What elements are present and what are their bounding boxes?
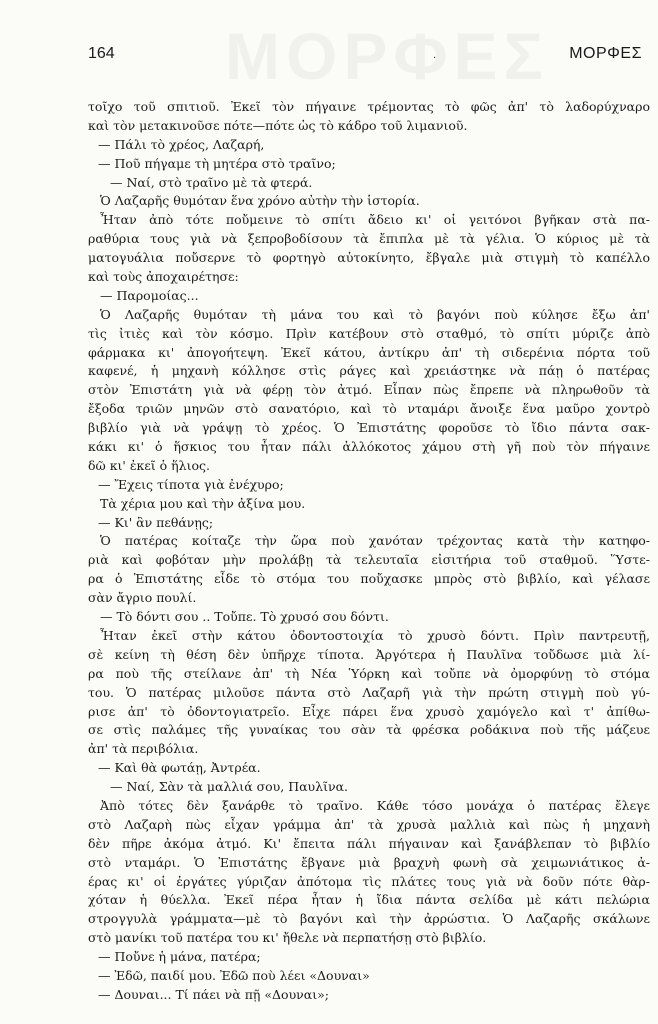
text-line: ἀπ' τὰ περιβόλια. — [88, 741, 199, 757]
text-line: Ἦταν ἀπὸ τότε ποὔμεινε τὸ σπίτι ἄδειο κι' οἱ γειτόνοι βγῆκαν στὰ πα- — [100, 212, 650, 228]
text-line: ρα ὁ Ἐπιστάτης εἶδε τὸ στόμα του ποὔχασκε μπρὸς στὸ βιβλίο, καὶ γέλασε — [88, 571, 650, 587]
text-line: σὰν ἄγριο πουλί. — [88, 590, 197, 606]
text-line: βιβλίο γιὰ νὰ γράψῃ τὸ χρέος. Ὁ Ἐπιστάτης φοροῦσε τὸ ἴδιο πάντα σακ- — [88, 420, 650, 436]
dialogue-line: — Ἐδῶ, παιδί μου. Ἐδῶ ποὺ λέει «Δουναι» — [98, 967, 370, 983]
text-line: τοῖχο τοῦ σπιτιοῦ. Ἐκεῖ τὸν πήγαινε τρέμοντας τὸ φῶς ἀπ' τὸ λαδορύχναρο — [88, 99, 650, 114]
dialogue-line: — Δουναι... Τί πάει νὰ πῇ «Δουναι»; — [98, 986, 329, 1002]
text-line: Ὁ Λαζαρῆς θυμόταν ἕνα χρόνο αὐτὴν τὴν ἱστορία. — [100, 193, 420, 209]
header-dot: · — [433, 53, 437, 64]
text-line: του. Ὁ πατέρας μιλοῦσε πάντα στὸ Λαζαρῆ γιὰ τὴν πρώτη στιγμὴ ποὺ γύ- — [88, 684, 650, 700]
text-line: Ἦταν ἐκεῖ στὴν κάτου ὀδοντοστοιχία τὸ χρυσὸ δόντι. Πρὶν παντρευτῇ, — [100, 627, 650, 643]
text-line: δὲν πῆρε ἀκόμα ἀτμό. Κι' ἔπειτα πάλι πήγαιναν καὶ ξανάβλεπαν τὸ βιβλίο — [88, 835, 650, 851]
text-line: ριὰ καὶ φοβόταν μὴν προλάβῃ τὰ τελευταῖα εἰσιτήρια τοῦ σταθμοῦ. Ὕστε- — [88, 552, 650, 568]
dialogue-line: — Ναί, στὸ τραῖνο μὲ τὰ φτερά. — [110, 174, 313, 190]
text-line: τὶς ἰτιὲς καὶ τὸν κόσμο. Πρὶν κατέβουν στὸ σταθμό, τὸ σπίτι μύριζε ἀπὸ — [88, 325, 650, 341]
text-line: στὸ μανίκι τοῦ πατέρα του κι' ἤθελε νὰ περπατήσῃ στὸ βιβλίο. — [88, 930, 487, 946]
dialogue-line: — Ποὔνε ἡ μάνα, πατέρα; — [98, 949, 261, 965]
text-line: έρας κι' οἱ ἐργάτες γύριζαν ἀπότομα τὶς πλάτες τους γιὰ νὰ δοῦν πότε θὰρ- — [88, 873, 650, 889]
text-line: ρισε ἀπ' τὸ ὀδοντογιατρεῖο. Εἶχε πάρει ἕνα χρυσὸ χαμόγελο καὶ τ' ἀπίθω- — [88, 703, 650, 719]
body-text — [88, 98, 650, 1005]
dialogue-line: — Ποῦ πήγαμε τὴ μητέρα στὸ τραῖνο; — [98, 155, 336, 171]
text-line: Ὁ πατέρας κοίταζε τὴν ὥρα ποὺ χανόταν τρέχοντας κατὰ τὴν κατηφο- — [100, 533, 650, 549]
text-line: σε στὶς παλάμες τῆς γυναίκας του σὰν τὰ φρέσκα ροδάκινα ποὺ τῆς μάζευε — [88, 722, 650, 738]
text-line: ραθύρια τους γιὰ νὰ ξεπροβοδίσουν τὰ ἔπιπλα μὲ τὰ γέλια. Ὁ κύριος μὲ τὰ — [88, 231, 650, 247]
running-title: ΜΟΡΦΕΣ — [569, 45, 642, 62]
dialogue-line: — Ἔχεις τίποτα γιὰ ἐνέχυρο; — [98, 476, 284, 492]
dialogue-line: — Καὶ θὰ φωτάῃ, Ἀντρέα. — [98, 760, 261, 776]
text-line: ρα ποὺ τῆς στείλανε ἀπ' τὴ Νέα Ὑόρκη καὶ τοὔπε νὰ ὀμορφύνῃ τὸ στόμα — [88, 665, 650, 681]
dialogue-line: — Πάλι τὸ χρέος, Λαζαρή, — [98, 136, 265, 152]
text-line: Ὁ Λαζαρῆς θυμόταν τὴ μάνα του καὶ τὸ βαγόνι ποὺ κύλησε ἔξω ἀπ' — [100, 306, 650, 322]
dialogue-line: — Ναί, Σὰν τὰ μαλλιά σου, Παυλῖνα. — [110, 779, 348, 795]
text-line: στὸ Λαζαρὴ πὼς εἶχαν γράμμα ἀπ' τὰ χρυσὰ μαλλιὰ καὶ πὼς ἡ μηχανὴ — [88, 816, 650, 832]
text-line: σὲ κείνη τὴ θέση δὲν ὑπῆρχε τίποτα. Ἀργότερα ἡ Παυλῖνα τοὔδωσε μιὰ λί- — [88, 646, 650, 662]
page-number: 164 — [88, 45, 115, 62]
text-line: ἔξοδα τριῶν μηνῶν στὸ σανατόριο, καὶ τὸ νταμάρι ἄνοιξε ἕνα μαῦρο χοντρὸ — [88, 401, 650, 417]
dialogue-line: — Κι' ἂν πεθάνῃς; — [98, 514, 214, 530]
text-line: κάκι κι' ὁ ἥσκιος του ἦταν πάλι ἀλλόκοτος χάμου στὴ γῆ ποὺ τὸν πήγαινε — [88, 439, 650, 455]
text-line: χόταν ἡ θύελλα. Ἐκεῖ πέρα ἦταν ἡ ἴδια πάντα σελίδα μὲ κάτι πελώρια — [88, 892, 650, 908]
text-line: καὶ τοὺς ἀποχαιρέτησε: — [88, 269, 239, 285]
text-line: στρογγυλὰ γράμματα—μὲ τὸ βαγόνι καὶ τὴν ἀρρώστια. Ὁ Λαζαρῆς σκάλωνε — [88, 911, 650, 927]
text-line: στὸν Ἐπιστάτη γιὰ νὰ φέρῃ τὸν ἀτμό. Εἶπαν πὼς ἔπρεπε νὰ πληρωθοῦν τὰ — [88, 382, 650, 398]
page-header — [88, 45, 642, 67]
dialogue-line: Τὰ χέρια μου καὶ τὴν ἀξίνα μου. — [100, 495, 306, 511]
text-line: δῶ κι' ἐκεῖ ὁ ἥλιος. — [88, 457, 210, 473]
text-line: καὶ τὸν μετακινοῦσε πότε—πότε ὡς τὸ κάδρο τοῦ λιμανιοῦ. — [88, 117, 468, 133]
text-line: ματογυάλια ποὔσερνε τὸ φορτηγὸ αὐτοκίνητο, ἔβγαλε μιὰ στιγμὴ τὸ καπέλλο — [88, 250, 650, 266]
dialogue-line: — Παρομοίας... — [100, 287, 199, 303]
text-line: καφενέ, ἡ μηχανὴ κόλλησε στὶς ράγες καὶ χρειάστηκε νὰ πάῃ ὁ πατέρας — [88, 363, 650, 379]
dialogue-line: — Τὸ δόντι σου .. Τοὔπε. Τὸ χρυσό σου δόντι. — [100, 609, 389, 625]
text-line: φάρμακα κι' ἀπογοήτεψη. Ἐκεῖ κάτου, ἀντίκρυ ἀπ' τὴ σιδερένια πόρτα τοῦ — [88, 344, 650, 360]
text-line: στὸ νταμάρι. Ὁ Ἐπιστάτης ἔβγανε μιὰ βραχνὴ φωνὴ σὰ χειμωνιάτικος ἀ- — [88, 854, 650, 870]
text-line: Ἀπὸ τότες δὲν ξανάρθε τὸ τραῖνο. Κάθε τόσο μονάχα ὁ πατέρας ἔλεγε — [100, 797, 650, 813]
